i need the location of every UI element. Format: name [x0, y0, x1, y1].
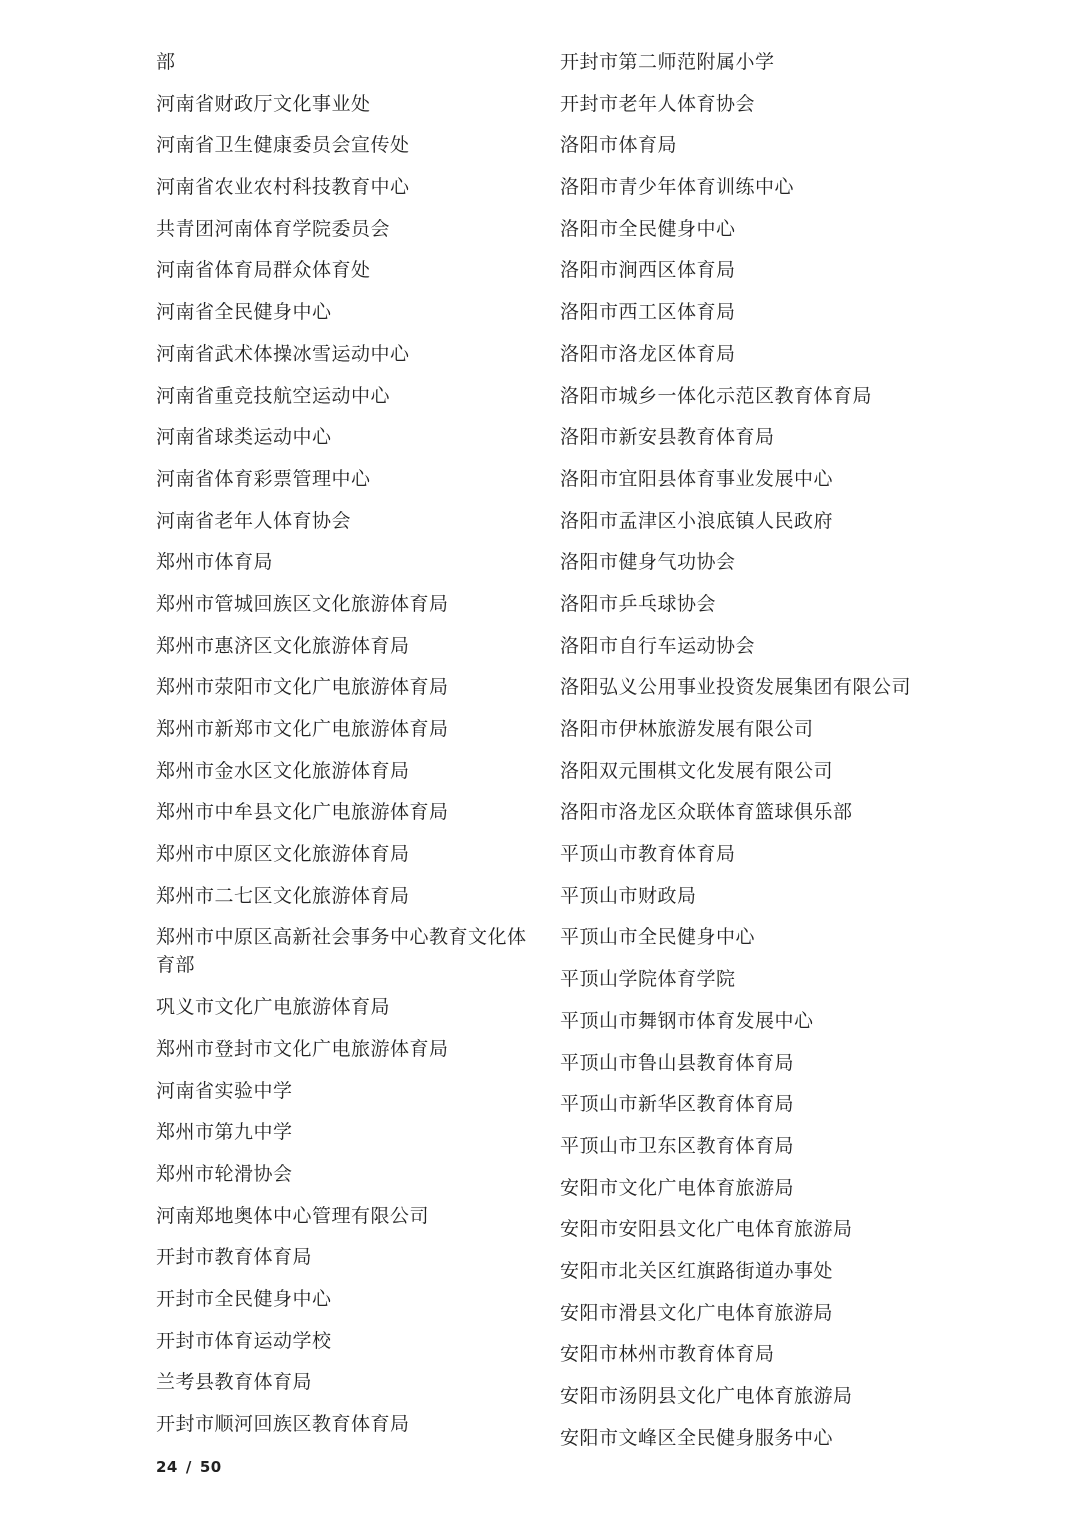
list-item: 平顶山学院体育学院: [560, 968, 736, 991]
list-item: 巩义市文化广电旅游体育局: [156, 996, 391, 1019]
list-item: 安阳市安阳县文化广电体育旅游局: [560, 1218, 853, 1241]
list-item: 洛阳市洛龙区众联体育篮球俱乐部: [560, 801, 853, 824]
list-item: 河南郑地奥体中心管理有限公司: [156, 1204, 430, 1227]
list-item: 河南省武术体操冰雪运动中心: [156, 342, 410, 365]
list-item: 洛阳市新安县教育体育局: [560, 426, 775, 449]
list-item: 洛阳市涧西区体育局: [560, 259, 736, 282]
list-item: 郑州市荥阳市文化广电旅游体育局: [156, 676, 449, 699]
list-item: 郑州市新郑市文化广电旅游体育局: [156, 718, 449, 740]
list-item: 洛阳弘义公用事业投资发展集团有限公司: [560, 676, 912, 699]
left-column-list: [156, 48, 534, 1452]
list-item: 洛阳市西工区体育局: [560, 301, 736, 324]
list-item: 河南省财政厅文化事业处: [156, 92, 371, 115]
list-item: 洛阳市全民健身中心: [560, 217, 736, 240]
total-pages: 50: [199, 1458, 222, 1476]
list-item: 洛阳市乒乓球协会: [560, 592, 717, 615]
list-item: 洛阳市伊林旅游发展有限公司: [560, 718, 814, 740]
list-item: 洛阳市青少年体育训练中心: [560, 176, 795, 199]
list-item: 郑州市管城回族区文化旅游体育局: [156, 592, 449, 615]
list-item: 郑州市中牟县文化广电旅游体育局: [156, 801, 449, 824]
list-item: 河南省农业农村科技教育中心: [156, 176, 410, 199]
list-item: 洛阳市体育局: [560, 134, 678, 157]
list-item: 郑州市金水区文化旅游体育局: [156, 759, 410, 782]
page-number: [156, 1458, 222, 1476]
list-item: 河南省体育彩票管理中心: [156, 467, 371, 490]
list-item: 安阳市汤阴县文化广电体育旅游局: [560, 1385, 853, 1407]
list-item: 郑州市中原区文化旅游体育局: [156, 843, 410, 866]
list-item: 开封市老年人体育协会: [560, 92, 756, 115]
list-item: 河南省重竞技航空运动中心: [156, 384, 391, 407]
list-item: 洛阳市自行车运动协会: [560, 634, 756, 657]
list-item: 安阳市林州市教育体育局: [560, 1343, 775, 1366]
list-item: 河南省卫生健康委员会宣传处: [156, 134, 410, 157]
right-column-list: [560, 48, 940, 1465]
list-item: 开封市顺河回族区教育体育局: [156, 1413, 410, 1435]
list-item: 部: [156, 51, 176, 73]
list-item: 安阳市文化广电体育旅游局: [560, 1176, 795, 1199]
list-item: 安阳市文峰区全民健身服务中心: [560, 1426, 834, 1449]
list-item: 洛阳市宜阳县体育事业发展中心: [560, 467, 834, 490]
list-item: 郑州市体育局: [156, 551, 274, 574]
list-item: 平顶山市卫东区教育体育局: [560, 1134, 795, 1157]
list-item: 河南省老年人体育协会: [156, 509, 352, 532]
list-item: 平顶山市全民健身中心: [560, 926, 756, 949]
list-item: 平顶山市财政局: [560, 884, 697, 907]
list-item: 开封市第二师范附属小学: [560, 51, 775, 73]
current-page: 24: [156, 1458, 178, 1476]
list-item: 平顶山市舞钢市体育发展中心: [560, 1009, 814, 1032]
list-item: 河南省体育局群众体育处: [156, 259, 371, 282]
list-item: 开封市全民健身中心: [156, 1287, 332, 1310]
list-item: 兰考县教育体育局: [156, 1371, 313, 1394]
list-item: 河南省全民健身中心: [156, 301, 332, 324]
list-item: 洛阳市孟津区小浪底镇人民政府: [560, 509, 834, 532]
list-item: 洛阳市健身气功协会: [560, 551, 736, 574]
list-item: 安阳市滑县文化广电体育旅游局: [560, 1301, 834, 1324]
list-item: 郑州市轮滑协会: [156, 1162, 293, 1185]
list-item: 郑州市登封市文化广电旅游体育局: [156, 1037, 449, 1060]
list-item: 开封市教育体育局: [156, 1246, 313, 1269]
list-item: 河南省实验中学: [156, 1079, 293, 1102]
list-item: 河南省球类运动中心: [156, 426, 332, 449]
list-item: 郑州市惠济区文化旅游体育局: [156, 634, 410, 657]
list-item: 开封市体育运动学校: [156, 1329, 332, 1352]
list-item: 郑州市中原区高新社会事务中心教育文化体育部: [156, 926, 527, 977]
list-item: 郑州市第九中学: [156, 1121, 293, 1144]
page-separator: /: [185, 1458, 192, 1476]
list-item: 洛阳市洛龙区体育局: [560, 342, 736, 365]
list-item: 郑州市二七区文化旅游体育局: [156, 884, 410, 907]
list-item: 平顶山市新华区教育体育局: [560, 1093, 795, 1116]
list-item: 平顶山市鲁山县教育体育局: [560, 1051, 795, 1074]
list-item: 洛阳双元围棋文化发展有限公司: [560, 759, 834, 782]
list-item: 平顶山市教育体育局: [560, 843, 736, 866]
list-item: 洛阳市城乡一体化示范区教育体育局: [560, 384, 873, 407]
list-item: 共青团河南体育学院委员会: [156, 217, 391, 240]
list-item: 安阳市北关区红旗路街道办事处: [560, 1259, 834, 1282]
